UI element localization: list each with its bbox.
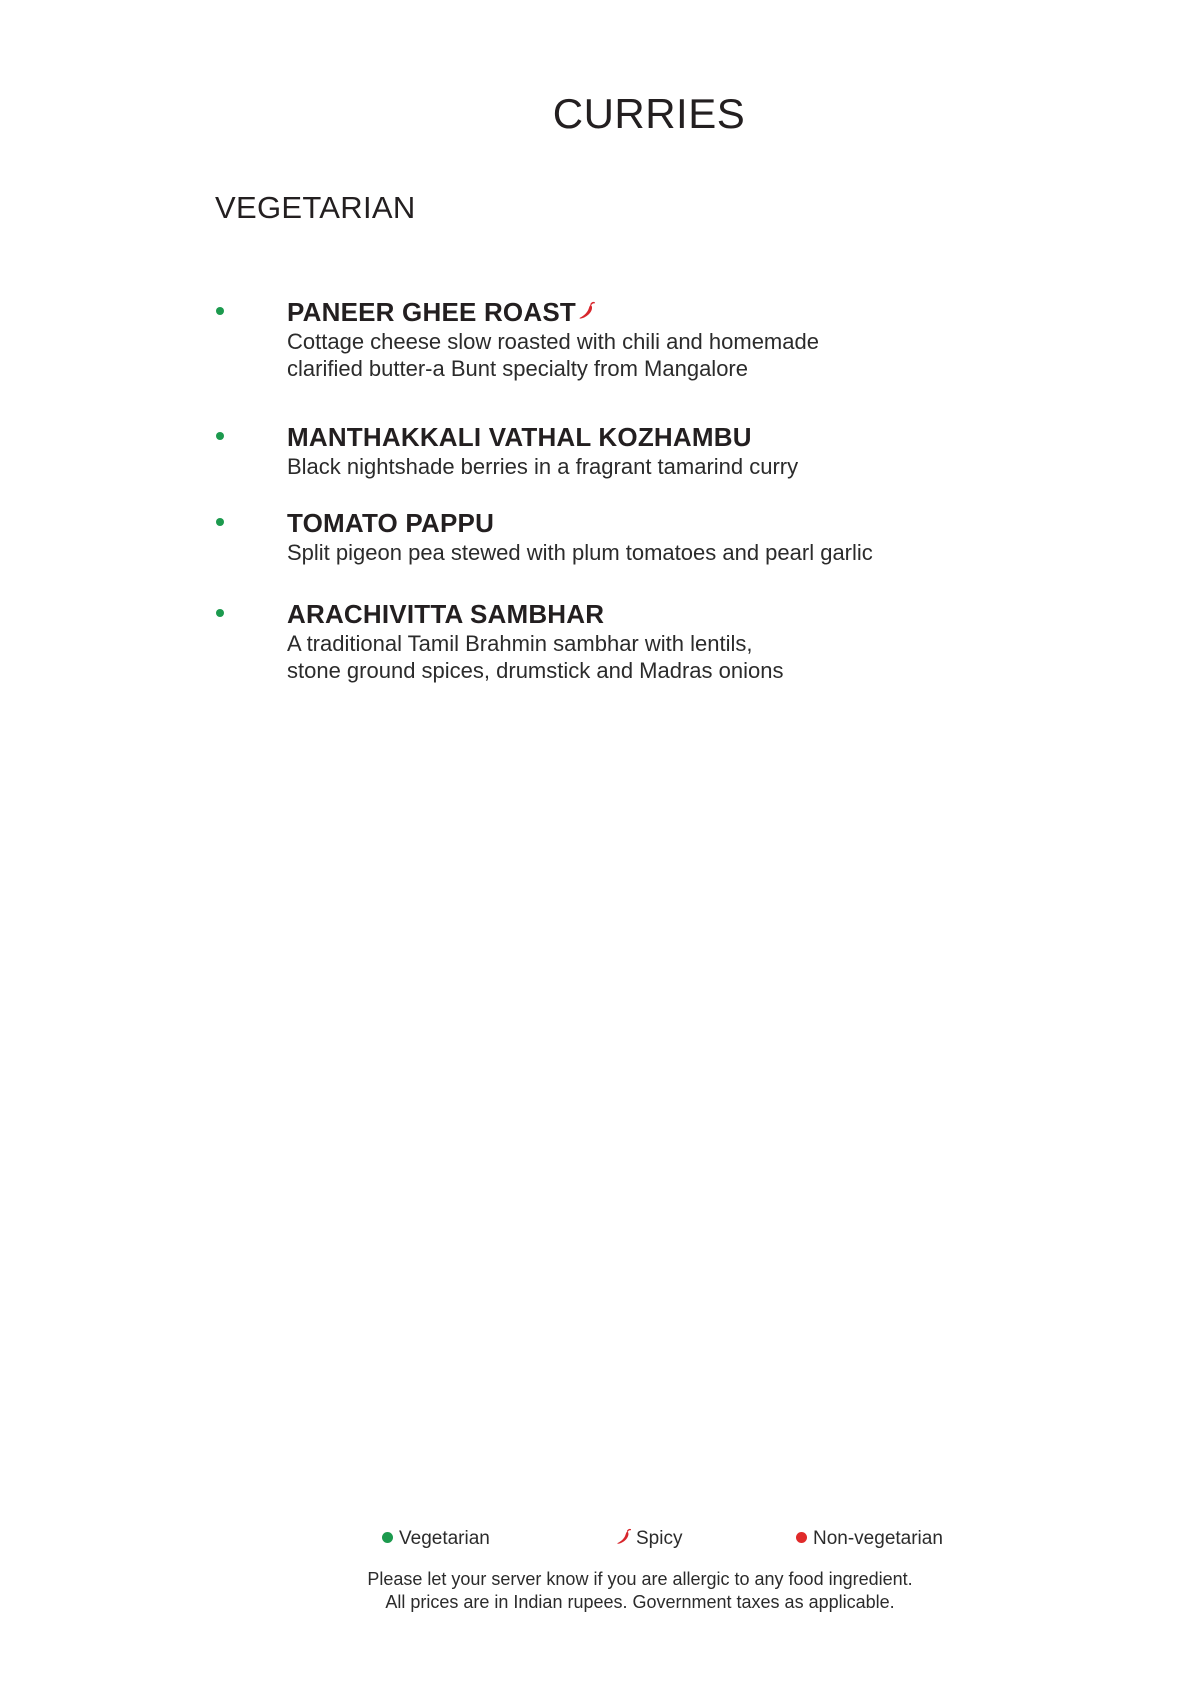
menu-item [215,421,975,480]
menu-item [215,296,975,382]
item-description [287,539,975,566]
chili-icon [578,301,596,321]
legend-non-vegetarian [796,1528,943,1550]
chili-icon [616,1528,632,1546]
item-description [287,630,975,684]
menu-footer [340,1528,943,1614]
item-description-line: Black nightshade berries in a fragrant tamarind curry [287,454,799,479]
menu-item-list [215,296,975,684]
vegetarian-bullet-icon [216,432,224,440]
item-name: ARACHIVITTA SAMBHAR [287,599,605,629]
vegetarian-bullet-icon [216,518,224,526]
page-title: CURRIES [552,90,746,137]
item-name: TOMATO PAPPU [287,508,495,538]
legend-non-vegetarian-label: Non-vegetarian [813,1528,943,1549]
item-name-row [287,296,975,328]
section-title: VEGETARIAN [215,190,416,225]
legend [340,1528,943,1554]
non-vegetarian-dot-icon [796,1532,807,1543]
item-description [287,328,975,382]
legend-spicy-label: Spicy [636,1528,683,1549]
item-description-line: Cottage cheese slow roasted with chili and homemade [287,329,819,354]
vegetarian-bullet-icon [216,307,224,315]
legend-vegetarian [382,1528,490,1550]
item-name: MANTHAKKALI VATHAL KOZHAMBU [287,422,752,452]
item-description-line: clarified butter-a Bunt specialty from Mangalore [287,356,748,381]
allergy-note: Please let your server know if you are allergic to any food ingredient. [367,1569,913,1589]
vegetarian-bullet-icon [216,609,224,617]
item-description-line: Split pigeon pea stewed with plum tomatoes and pearl garlic [287,540,873,565]
item-description [287,453,975,480]
menu-item [215,507,975,566]
menu-item [215,598,975,684]
item-description-line: stone ground spices, drumstick and Madras onions [287,658,784,683]
footer-notes [340,1568,940,1614]
item-description-line: A traditional Tamil Brahmin sambhar with lentils, [287,631,753,656]
vegetarian-dot-icon [382,1532,393,1543]
legend-spicy [616,1528,682,1550]
item-name: PANEER GHEE ROAST [287,297,576,327]
legend-vegetarian-label: Vegetarian [399,1528,490,1549]
price-note: All prices are in Indian rupees. Government taxes as applicable. [385,1592,895,1612]
